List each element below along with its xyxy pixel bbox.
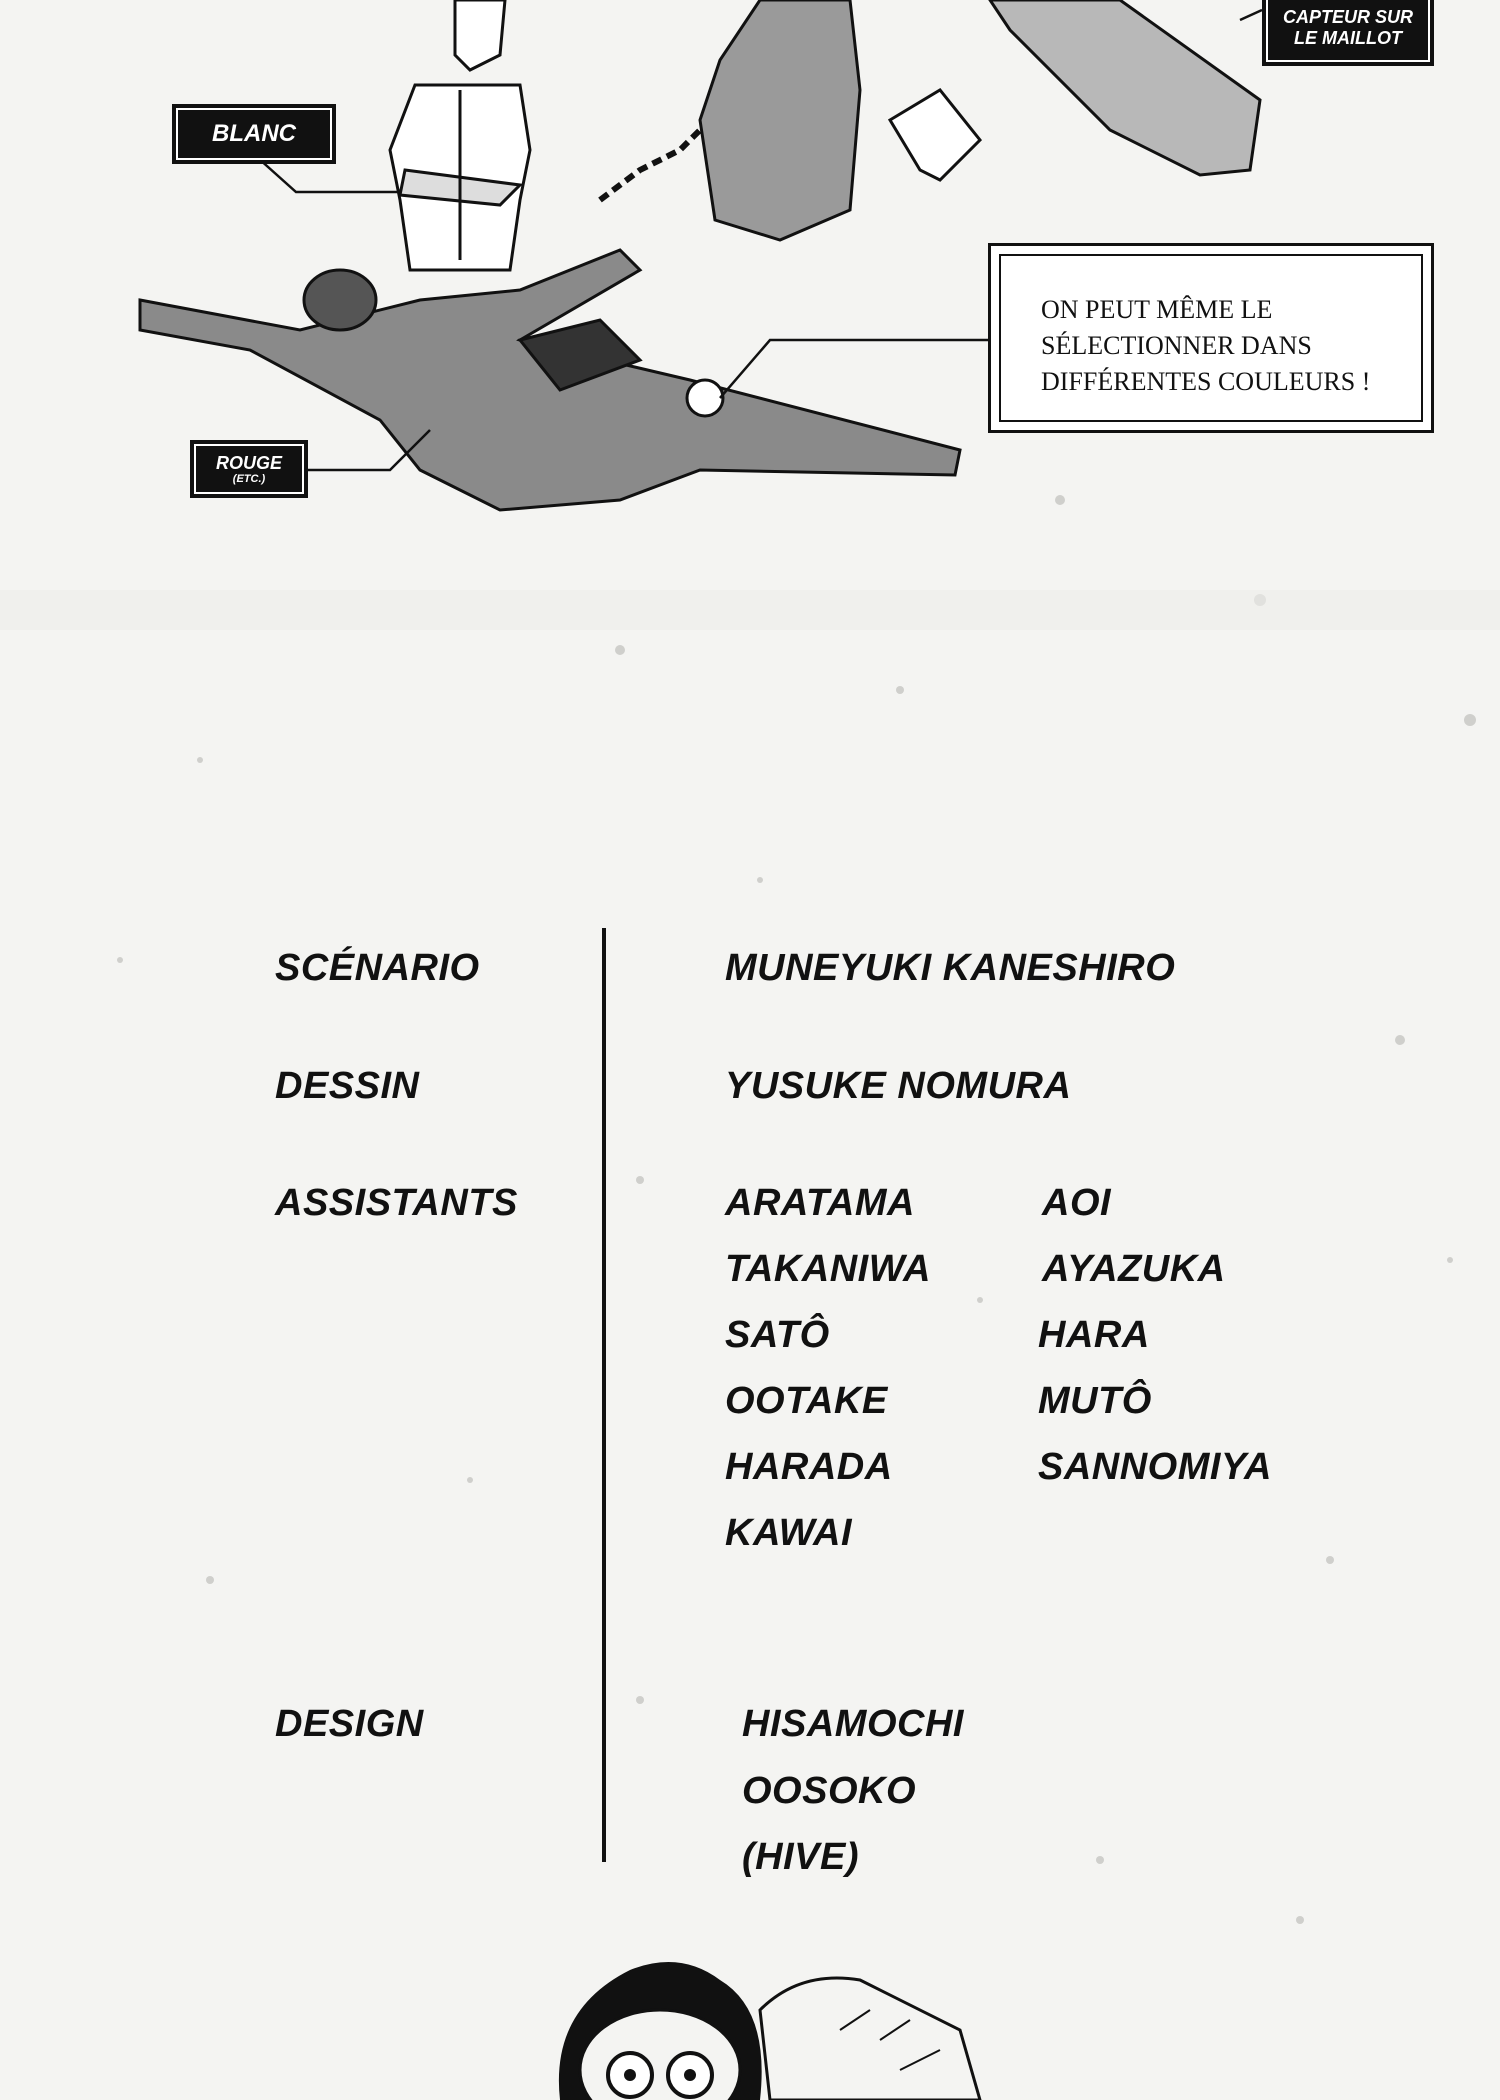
caption-text [1041,292,1421,400]
label-blanc-text: BLANC [212,120,296,147]
assistant-name: SATÔ [725,1314,830,1356]
assistant-name: HARA [1038,1314,1150,1356]
assistant-name: ARATAMA [725,1182,915,1224]
assistant-name: MUTÔ [1038,1380,1152,1422]
label-rouge-text: ROUGE [215,452,282,473]
caption-line-1: ON PEUT MÊME LE [1041,295,1273,324]
credits-divider [602,928,606,1862]
assistant-name: AOI [1042,1182,1112,1224]
design-name: (HIVE) [742,1836,859,1878]
credit-name-dessin: YUSUKE NOMURA [725,1065,1072,1107]
credit-name-scenario: MUNEYUKI KANESHIRO [725,947,1176,989]
assistant-name: AYAZUKA [1042,1248,1226,1290]
label-capteur-line1: CAPTEUR SUR [1282,7,1413,28]
label-rouge-note: (ETC.) [232,472,266,485]
design-name: HISAMOCHI [742,1703,964,1745]
caption-line-2: SÉLECTIONNER DANS [1041,331,1312,360]
assistant-name: HARADA [725,1446,893,1488]
label-capteur-line2: LE MAILLOT [1294,28,1402,48]
assistant-name: OOTAKE [725,1380,888,1422]
credit-role-design: DESIGN [275,1703,424,1745]
credit-role-dessin: DESSIN [275,1065,420,1107]
chibi-character-icon [540,1950,1000,2100]
credit-role-assistants: ASSISTANTS [275,1182,518,1224]
assistant-name: KAWAI [725,1512,853,1554]
assistant-name: SANNOMIYA [1038,1446,1272,1488]
credit-role-scenario: SCÉNARIO [275,947,480,989]
design-name: OOSOKO [742,1770,917,1812]
assistant-name: TAKANIWA [725,1248,931,1290]
caption-line-3: DIFFÉRENTES COULEURS ! [1041,367,1371,396]
